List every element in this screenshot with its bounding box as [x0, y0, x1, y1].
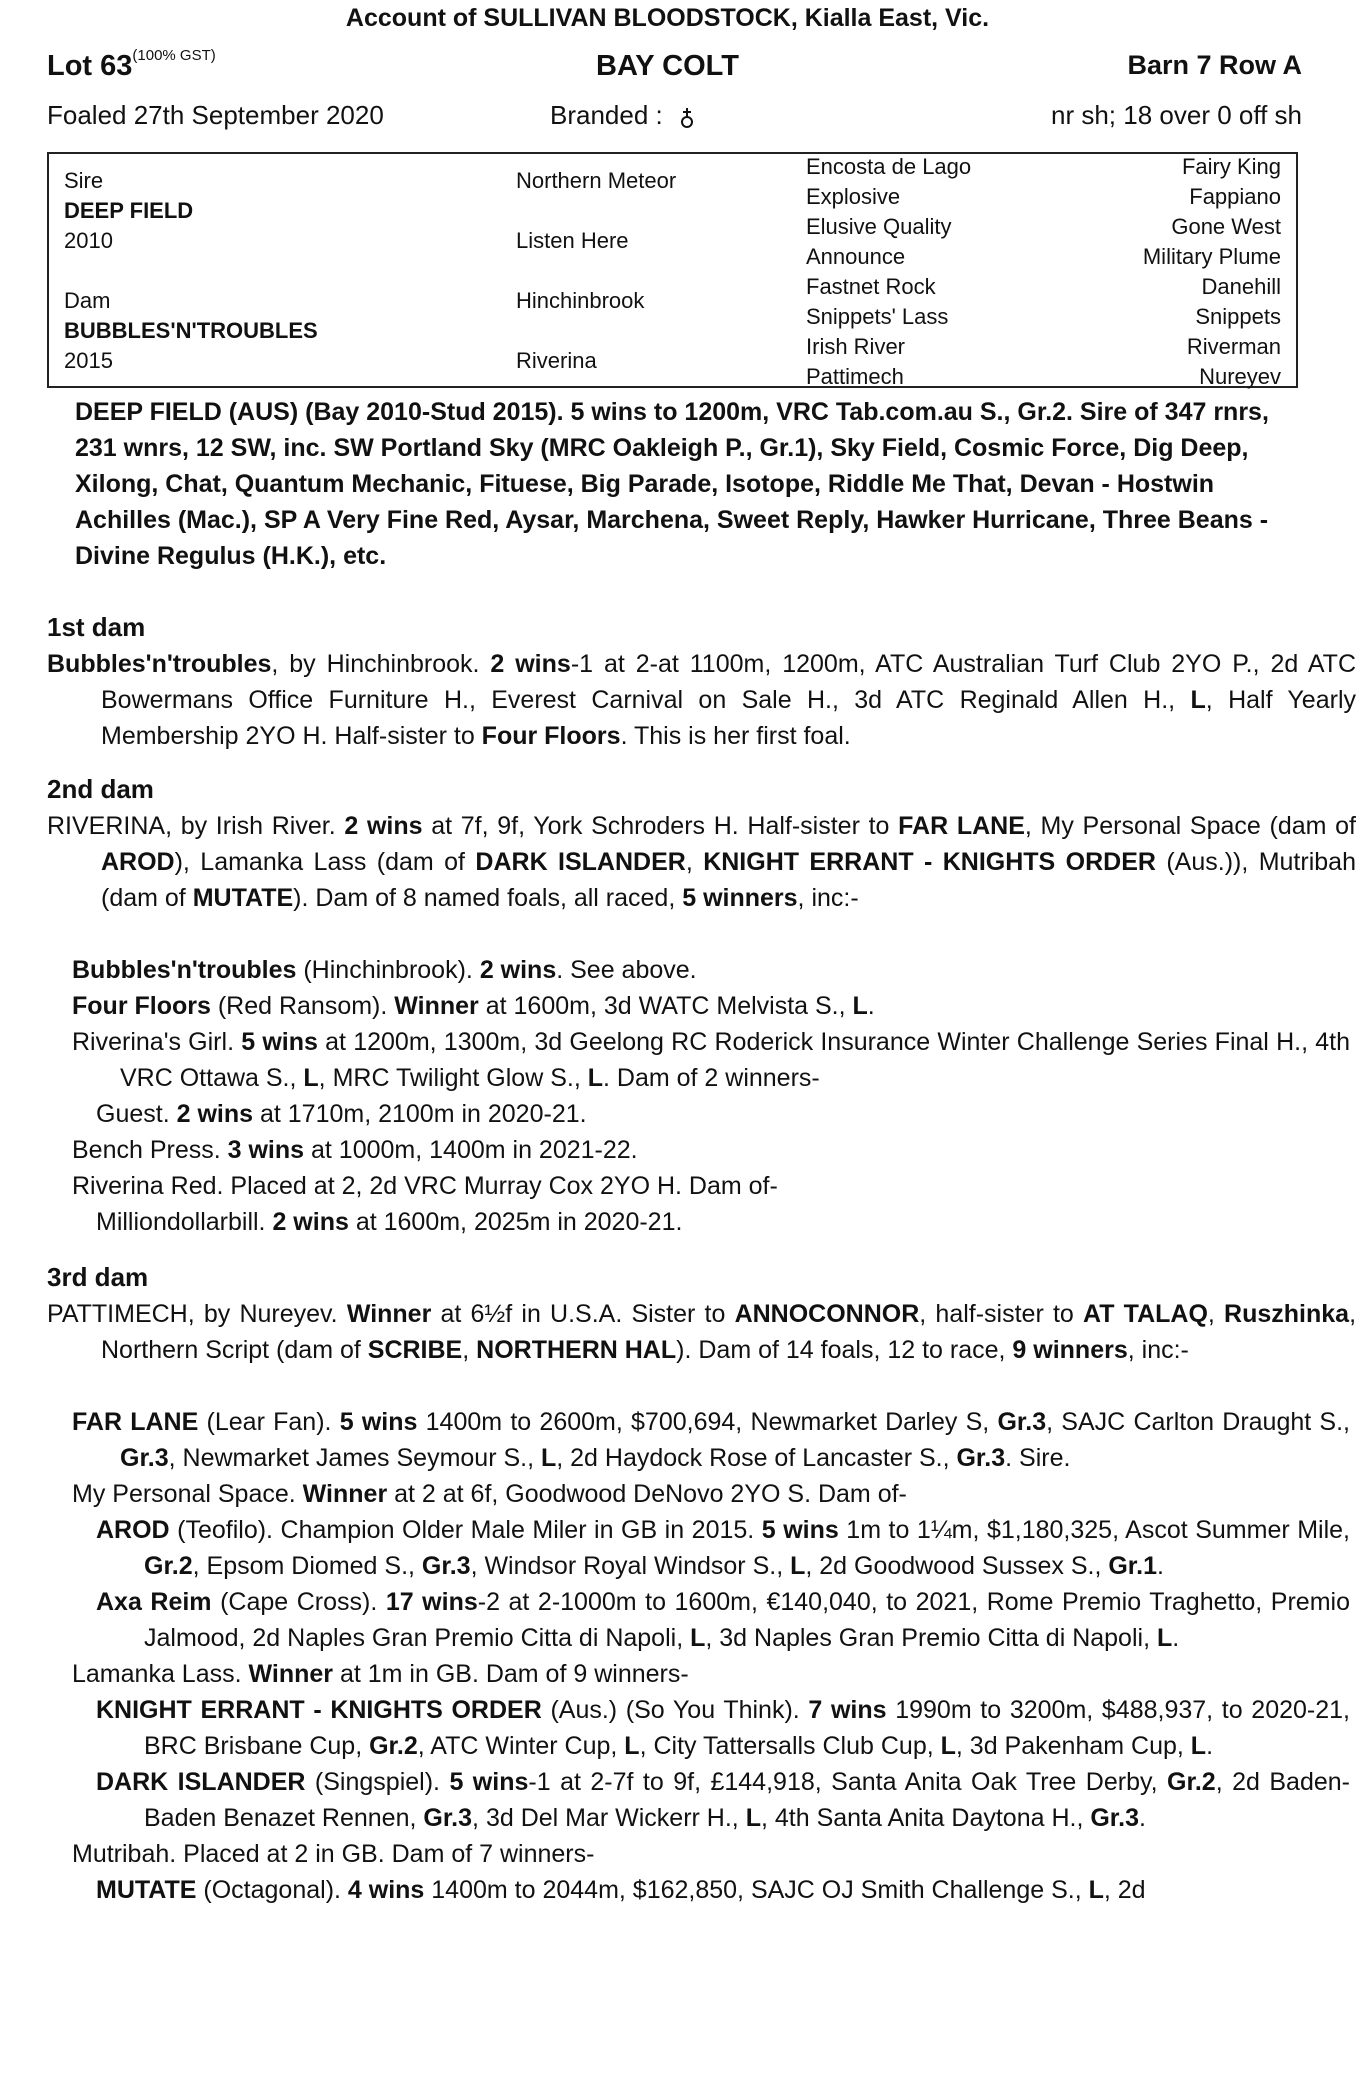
bold-text: AROD — [96, 1516, 170, 1544]
bold-text: L — [303, 1064, 319, 1092]
pedigree-gen3-7: Irish River — [806, 334, 906, 359]
bold-text: 2 wins — [344, 812, 423, 840]
text-run: Mutribah. Placed at 2 in GB. Dam of 7 winners- — [72, 1840, 595, 1868]
bold-text: L — [540, 1444, 557, 1472]
pedigree-gen3-1: Encosta de Lago — [806, 154, 972, 179]
bold-text: L — [940, 1732, 956, 1760]
text-run: (Aus.)), Mutribah (dam of — [101, 848, 1356, 912]
text-run: -1 at 2-at 1100m, 1200m, ATC Australian Turf Club 2YO P., 2d ATC Bowermans Office Furniture H., Everest Carnival on Sale H., 3d ATC Reginald Allen H., — [101, 650, 1356, 714]
first-dam-heading: 1st dam — [47, 612, 146, 642]
text-run: at 1200m, 1300m, 3d Geelong RC Roderick Insurance Winter Challenge Series Final H., 4th VRC Ottawa S., — [120, 1028, 1350, 1092]
bold-text: AT TALAQ — [1083, 1300, 1208, 1328]
bold-text: Bubbles'n'troubles — [72, 956, 297, 984]
brand-info — [550, 100, 694, 131]
sire-summary: DEEP FIELD (AUS) (Bay 2010-Stud 2015). 5 wins to 1200m, VRC Tab.com.au S., Gr.2. Sire of 347 rnrs, 231 wnrs, 12 SW, inc. SW Portland Sky (MRC Oakleigh P., Gr.1), Sky Field, Cosmic Force, Dig Deep, Xilong, Chat, Quantum Mechanic, Fituese, Big Parade, Isotope, Riddle Me That, Devan - Hostwin Achilles (Mac.), SP A Very Fine Red, Aysar, Marchena, Sweet Reply, Hawker Hurricane, Three Beans - Divine Regulus (H.K.), etc. — [75, 398, 1269, 570]
text-run: , by Hinchinbrook. — [271, 650, 491, 678]
bold-text: FAR LANE — [898, 812, 1025, 840]
text-run: 1m to 1¼m, $1,180,325, Ascot Summer Mile, — [838, 1516, 1350, 1544]
second-dam-heading: 2nd dam — [47, 774, 154, 804]
pedigree-grandsire: Northern Meteor — [516, 168, 677, 193]
pedigree-gen3-6: Snippets' Lass — [806, 304, 949, 329]
pedigree-table — [47, 152, 1298, 388]
bold-text: Ruszhinka — [1224, 1300, 1350, 1328]
text-run: . — [1157, 1552, 1164, 1580]
text-run: (Octagonal). — [196, 1876, 348, 1904]
pedigree-gen4-7: Riverman — [1186, 334, 1281, 359]
bold-text: Gr.3 — [956, 1444, 1006, 1472]
bold-text: L — [852, 992, 868, 1020]
text-run: ). Dam of 14 foals, 12 to race, — [676, 1336, 1013, 1364]
text-run: (Aus.) (So You Think). — [541, 1696, 809, 1724]
pedigree-granddam: Listen Here — [516, 228, 629, 253]
text-run: , 3d Naples Gran Premio Citta di Napoli, — [705, 1624, 1157, 1652]
bold-text: Winner — [394, 992, 479, 1020]
brand-mark-icon — [680, 108, 694, 128]
progeny-entry — [72, 1404, 1350, 1476]
bold-text: L — [1156, 1624, 1173, 1652]
text-run: Bench Press. — [72, 1136, 228, 1164]
text-run: , 2d Baden-Baden Benazet Rennen, — [144, 1768, 1350, 1832]
bold-text: Winner — [346, 1300, 432, 1328]
bold-text: Gr.3 — [997, 1408, 1047, 1436]
text-run: (Teofilo). Champion Older Male Miler in GB in 2015. — [169, 1516, 762, 1544]
second-dam-entry — [47, 808, 1356, 916]
lot-label: Lot 63 — [47, 50, 133, 82]
progeny-entry — [72, 1024, 1350, 1096]
text-run: , 3d Pakenham Cup, — [955, 1732, 1191, 1760]
dam-label: Dam — [64, 288, 111, 313]
gst-note: (100% GST) — [132, 47, 216, 65]
text-run: , inc:- — [1127, 1336, 1189, 1364]
bold-text: L — [745, 1804, 761, 1832]
bold-text: 2 wins — [479, 956, 557, 984]
text-run: . Dam of 2 winners- — [603, 1064, 820, 1092]
sire-year: 2010 — [64, 228, 113, 253]
bold-text: 5 wins — [241, 1028, 318, 1056]
text-run: , Northern Script (dam of — [101, 1300, 1356, 1364]
third-dam-entry — [47, 1296, 1356, 1368]
text-run: Milliondollarbill. — [96, 1208, 273, 1236]
bold-text: NORTHERN HAL — [476, 1336, 677, 1364]
branded-label: Branded : — [550, 100, 663, 130]
text-run: , Half Yearly Membership 2YO H. Half-sister to — [101, 686, 1356, 750]
bold-text: L — [1088, 1876, 1104, 1904]
text-run: . — [1172, 1624, 1180, 1652]
text-run: Guest. — [96, 1100, 177, 1128]
bold-text: L — [790, 1552, 806, 1580]
text-run: at 1600m, 2025m in 2020-21. — [348, 1208, 683, 1236]
progeny-entry — [72, 1132, 1350, 1168]
bold-text: 5 wins — [449, 1768, 529, 1796]
pedigree-second-dam: Riverina — [516, 348, 597, 373]
bold-text: 17 wins — [385, 1588, 478, 1616]
bold-text: 2 wins — [272, 1208, 349, 1236]
text-run: at 1600m, 3d WATC Melvista S., — [478, 992, 853, 1020]
text-run: at 2 at 6f, Goodwood DeNovo 2YO S. Dam of- — [387, 1480, 907, 1508]
text-run: -1 at 2-7f to 9f, £144,918, Santa Anita Oak Tree Derby, — [528, 1768, 1168, 1796]
text-run: , 3d Del Mar Wickerr H., — [472, 1804, 746, 1832]
first-dam-entry — [47, 646, 1356, 754]
bold-text: Axa Reim — [96, 1588, 212, 1616]
bold-text: Gr.2 — [369, 1732, 418, 1760]
text-run: at 1m in GB. Dam of 9 winners- — [333, 1660, 689, 1688]
bold-text: 4 wins — [347, 1876, 425, 1904]
bold-text: L — [624, 1732, 640, 1760]
pedigree-damsire: Hinchinbrook — [516, 288, 645, 313]
bold-text: DARK ISLANDER — [475, 848, 686, 876]
pedigree-gen4-3: Gone West — [1171, 214, 1281, 239]
bold-text: L — [587, 1064, 603, 1092]
bold-text: Gr.3 — [120, 1444, 169, 1472]
text-run: Riverina Red. Placed at 2, 2d VRC Murray Cox 2YO H. Dam of- — [72, 1172, 778, 1200]
bold-text: L — [1190, 686, 1206, 714]
third-dam-progeny — [0, 1404, 1351, 1908]
progeny-entry — [72, 1656, 1350, 1692]
text-run: . — [1206, 1732, 1214, 1760]
text-run: . See above. — [556, 956, 697, 984]
text-run: 1400m to 2600m, $700,694, Newmarket Darley S, — [417, 1408, 998, 1436]
bold-text: MUTATE — [96, 1876, 197, 1904]
progeny-entry — [96, 1204, 1350, 1240]
text-run: Lamanka Lass. — [72, 1660, 249, 1688]
bold-text: Gr.2 — [144, 1552, 193, 1580]
bold-text: Four Floors — [481, 722, 621, 750]
bold-text: 2 wins — [490, 650, 571, 678]
progeny-entry — [96, 1584, 1350, 1656]
third-dam-heading: 3rd dam — [47, 1262, 149, 1292]
text-run: , MRC Twilight Glow S., — [318, 1064, 588, 1092]
pedigree-gen4-1: Fairy King — [1181, 154, 1281, 179]
text-run: at 1000m, 1400m in 2021-22. — [304, 1136, 638, 1164]
text-run: (Lear Fan). — [198, 1408, 340, 1436]
pedigree-gen4-8: Nureyev — [1199, 364, 1281, 389]
bold-text: AROD — [101, 848, 175, 876]
text-run: RIVERINA, by Irish River. — [47, 812, 345, 840]
pedigree-gen3-3: Elusive Quality — [806, 214, 952, 239]
pedigree-gen4-5: Danehill — [1201, 274, 1281, 299]
text-run: , half-sister to — [919, 1300, 1083, 1328]
pedigree-gen4-2: Fappiano — [1189, 184, 1281, 209]
pedigree-gen4-6: Snippets — [1195, 304, 1281, 329]
text-run: , Newmarket James Seymour S., — [168, 1444, 541, 1472]
text-run: , SAJC Carlton Draught S., — [1046, 1408, 1351, 1436]
bold-text: 3 wins — [227, 1136, 305, 1164]
bold-text: Winner — [248, 1660, 333, 1688]
bold-text: MUTATE — [192, 884, 294, 912]
text-run: . This is her first foal. — [620, 722, 851, 750]
text-run: ), Lamanka Lass (dam of — [174, 848, 476, 876]
pedigree-gen3-5: Fastnet Rock — [806, 274, 936, 299]
text-run: , 2d Goodwood Sussex S., — [805, 1552, 1109, 1580]
text-run: , — [462, 1336, 477, 1364]
bold-text: KNIGHT ERRANT - KNIGHTS ORDER — [703, 848, 1156, 876]
bold-text: Gr.3 — [421, 1552, 471, 1580]
text-run: , — [685, 848, 704, 876]
progeny-entry — [96, 1692, 1350, 1764]
bold-text: Gr.2 — [1167, 1768, 1216, 1796]
bold-text: 2 wins — [176, 1100, 254, 1128]
bold-text: Gr.3 — [1090, 1804, 1140, 1832]
horse-description: BAY COLT — [596, 50, 739, 82]
progeny-entry — [72, 952, 1350, 988]
bold-text: L — [690, 1624, 706, 1652]
text-run: , 2d — [1103, 1876, 1146, 1904]
pedigree-gen3-2: Explosive — [806, 184, 901, 209]
second-dam-progeny — [0, 952, 1350, 1240]
text-run: . — [1139, 1804, 1146, 1832]
dam-name: BUBBLES'N'TROUBLES — [64, 318, 318, 343]
bold-text: Four Floors — [72, 992, 211, 1020]
bold-text: Gr.1 — [1108, 1552, 1157, 1580]
text-run: My Personal Space. — [72, 1480, 303, 1508]
text-run: , Epsom Diomed S., — [192, 1552, 422, 1580]
text-run: , Windsor Royal Windsor S., — [470, 1552, 791, 1580]
text-run: , — [1207, 1300, 1225, 1328]
foaled-date: Foaled 27th September 2020 — [47, 100, 384, 130]
bold-text: 5 wins — [761, 1516, 839, 1544]
barn-location: Barn 7 Row A — [1127, 50, 1302, 80]
progeny-entry — [96, 1764, 1350, 1836]
bold-text: 7 wins — [808, 1696, 887, 1724]
bold-text: 5 winners — [682, 884, 798, 912]
text-run: , 2d Haydock Rose of Lancaster S., — [556, 1444, 957, 1472]
progeny-entry — [96, 1872, 1350, 1908]
progeny-entry — [72, 1168, 1350, 1204]
text-run: (Singspiel). — [305, 1768, 450, 1796]
text-run: . — [867, 992, 875, 1020]
bold-text: FAR LANE — [72, 1408, 199, 1436]
foal-brand-details: nr sh; 18 over 0 off sh — [1051, 100, 1302, 130]
bold-text: KNIGHT ERRANT - KNIGHTS ORDER — [96, 1696, 542, 1724]
text-run: , inc:- — [797, 884, 859, 912]
text-run: at 1710m, 2100m in 2020-21. — [253, 1100, 587, 1128]
progeny-entry — [72, 1476, 1350, 1512]
bold-text: DARK ISLANDER — [96, 1768, 306, 1796]
progeny-entry — [96, 1096, 1350, 1132]
sire-name: DEEP FIELD — [64, 198, 194, 223]
text-run: , ATC Winter Cup, — [417, 1732, 625, 1760]
text-run: , My Personal Space (dam of — [1024, 812, 1356, 840]
bold-text: SCRIBE — [367, 1336, 463, 1364]
pedigree-gen4-4: Military Plume — [1142, 244, 1281, 269]
text-run: . Sire. — [1005, 1444, 1071, 1472]
dam-year: 2015 — [64, 348, 113, 373]
text-run: -2 at 2-1000m to 1600m, €140,040, to 2021, Rome Premio Traghetto, Premio Jalmood, 2d Naples Gran Premio Citta di Napoli, — [144, 1588, 1350, 1652]
text-run: Riverina's Girl. — [72, 1028, 242, 1056]
text-run: at 6½f in U.S.A. Sister to — [431, 1300, 735, 1328]
text-run: 1400m to 2044m, $162,850, SAJC OJ Smith Challenge S., — [424, 1876, 1089, 1904]
bold-text: 5 wins — [339, 1408, 418, 1436]
sire-label: Sire — [64, 168, 104, 193]
bold-text: ANNOCONNOR — [734, 1300, 920, 1328]
bold-text: Winner — [302, 1480, 388, 1508]
text-run: (Hinchinbrook). — [296, 956, 480, 984]
progeny-entry — [72, 1836, 1350, 1872]
bold-text: Bubbles'n'troubles — [47, 650, 272, 678]
progeny-entry — [96, 1512, 1350, 1584]
progeny-entry — [72, 988, 1350, 1024]
text-run: at 7f, 9f, York Schroders H. Half-sister to — [422, 812, 899, 840]
text-run: 1990m to 3200m, $488,937, to 2020-21, BRC Brisbane Cup, — [144, 1696, 1350, 1760]
bold-text: 9 winners — [1012, 1336, 1128, 1364]
text-run: ). Dam of 8 named foals, all raced, — [293, 884, 683, 912]
text-run: (Red Ransom). — [210, 992, 395, 1020]
pedigree-gen3-8: Pattimech — [806, 364, 904, 389]
text-run: PATTIMECH, by Nureyev. — [47, 1300, 347, 1328]
vendor-account: Account of SULLIVAN BLOODSTOCK, Kialla East, Vic. — [345, 4, 990, 32]
text-run: , City Tattersalls Club Cup, — [639, 1732, 941, 1760]
text-run: (Cape Cross). — [211, 1588, 386, 1616]
bold-text: Gr.3 — [423, 1804, 473, 1832]
pedigree-gen3-4: Announce — [806, 244, 906, 269]
text-run: , 4th Santa Anita Daytona H., — [760, 1804, 1091, 1832]
bold-text: L — [1190, 1732, 1207, 1760]
